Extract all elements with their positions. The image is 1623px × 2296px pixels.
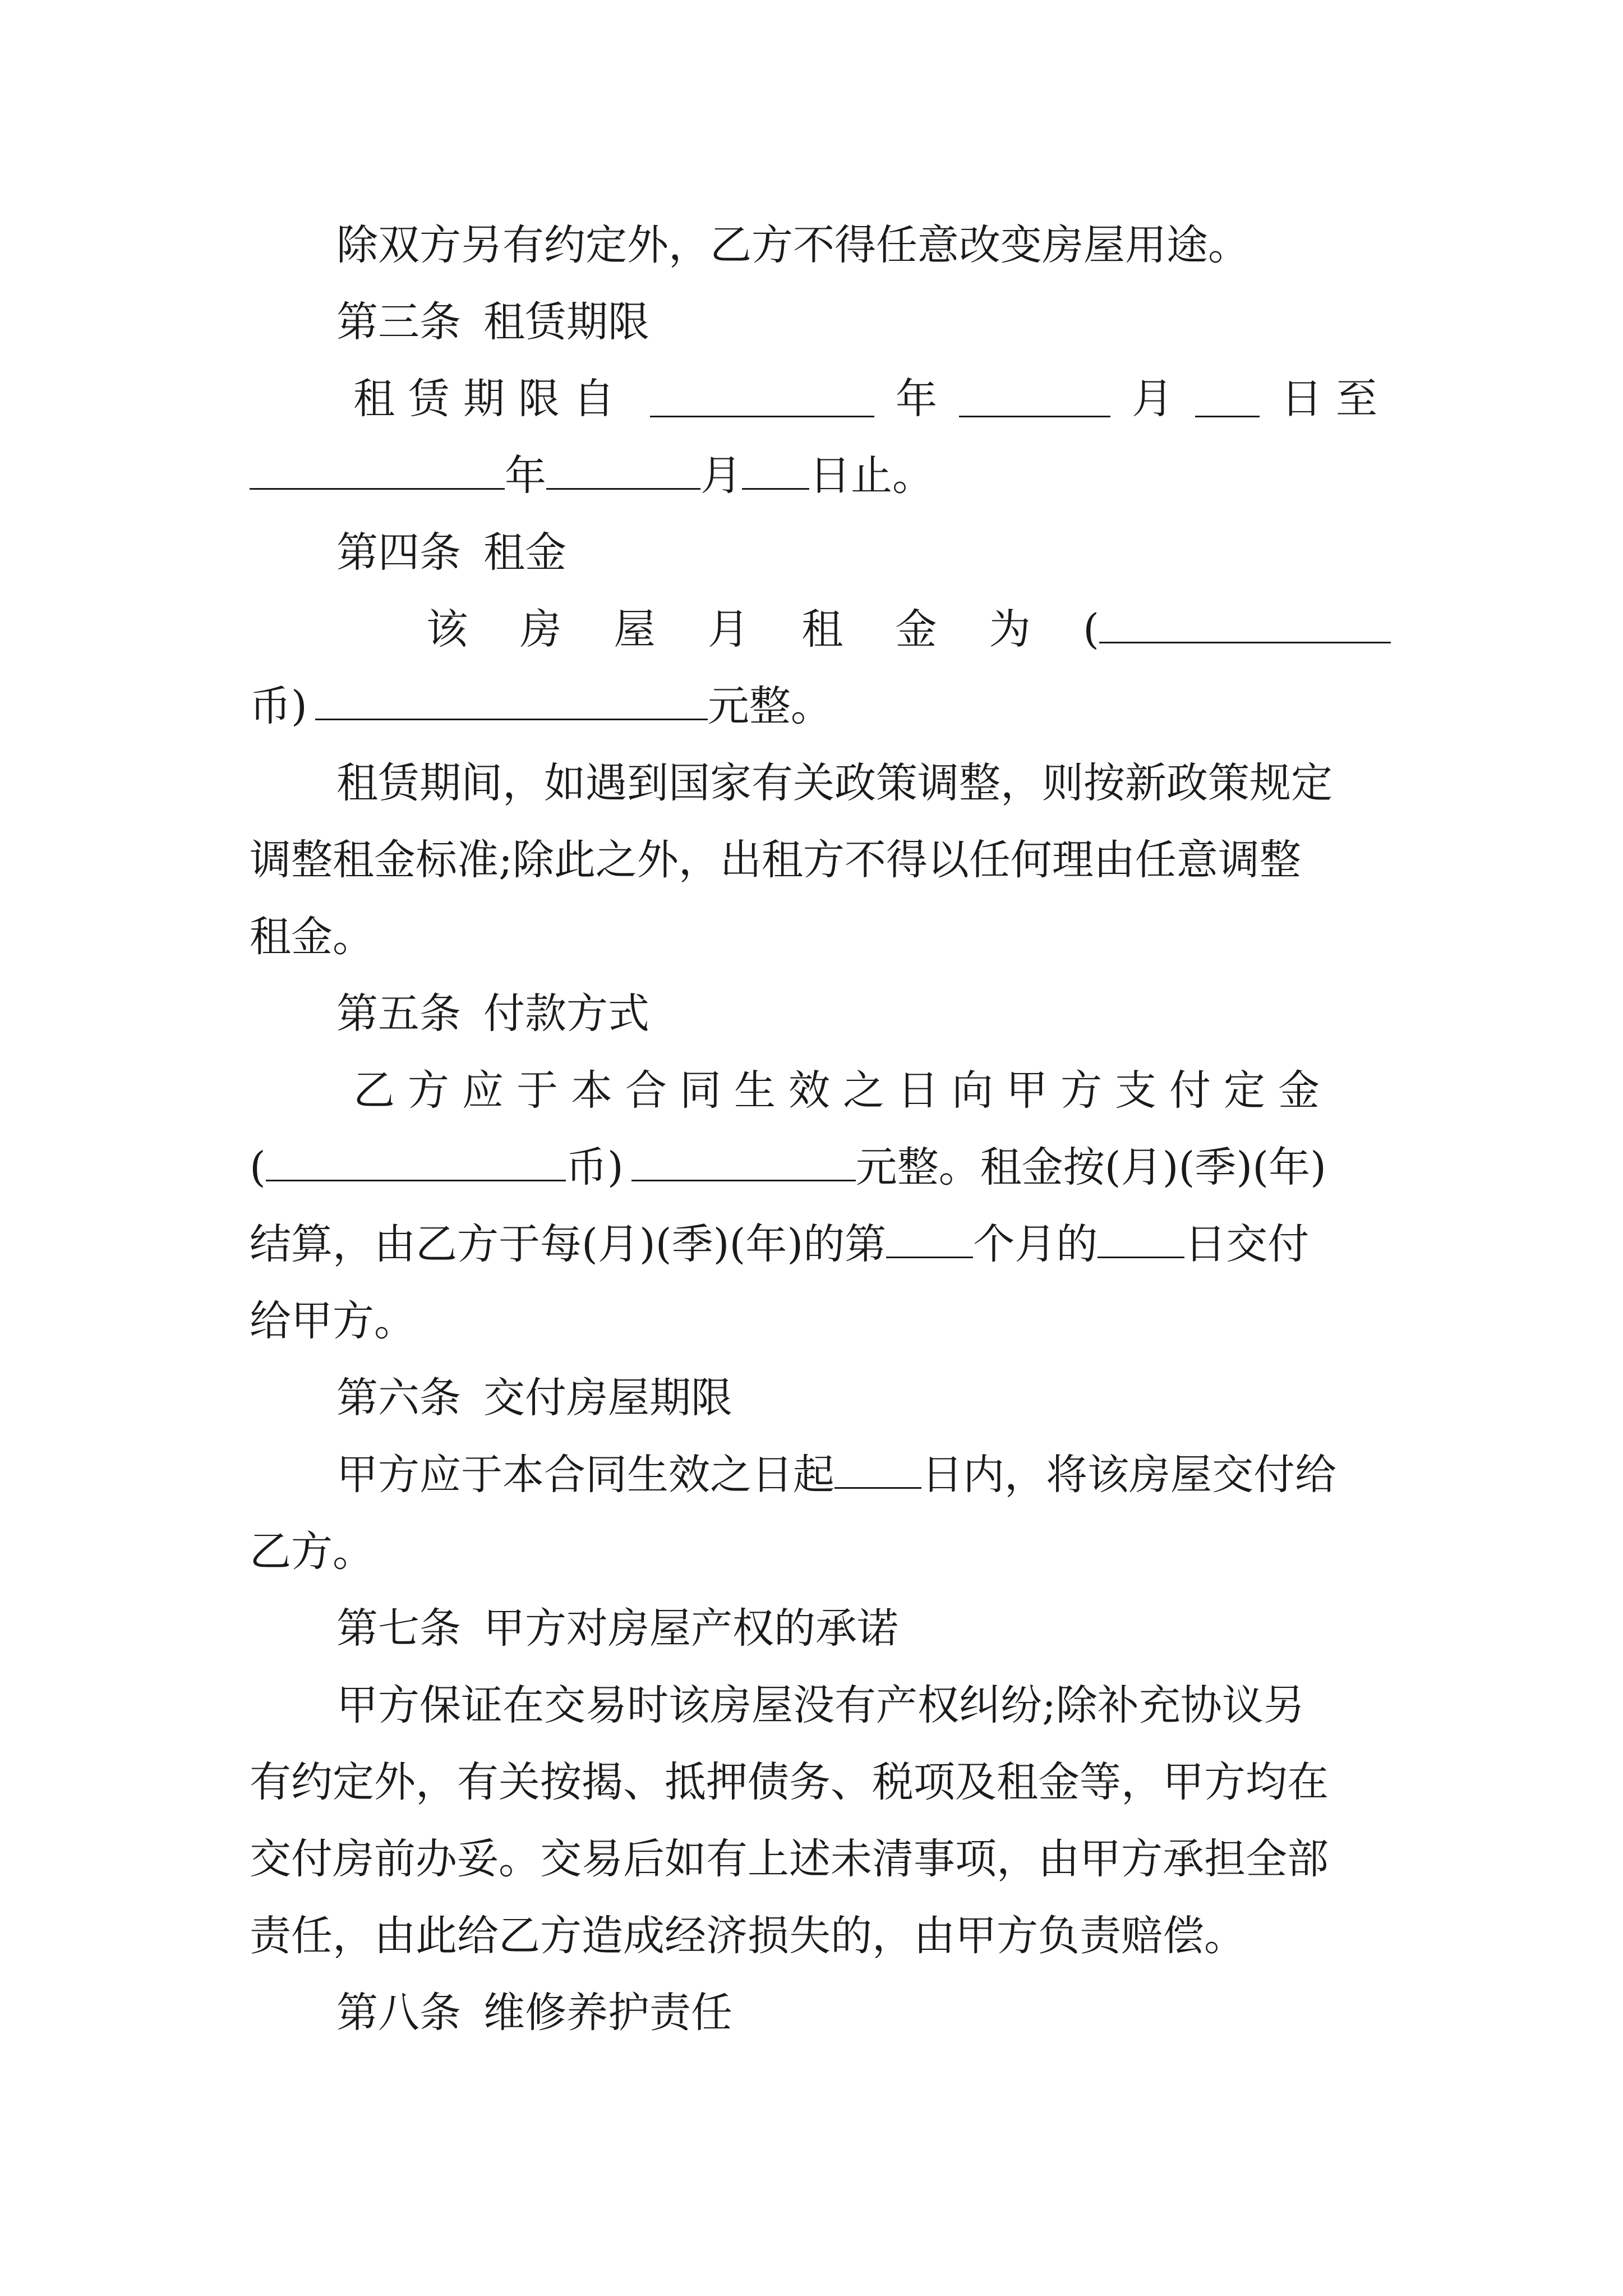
article-heading	[336, 519, 1391, 586]
text-run: 日交付	[1184, 1220, 1310, 1268]
article-title: 交付房屋期限	[483, 1374, 732, 1422]
text-run: 房	[520, 605, 562, 654]
blank-field	[886, 1222, 973, 1258]
text-run: 币)	[565, 1143, 624, 1191]
text-run: 甲方应于本合同生效之日起	[336, 1451, 834, 1499]
article-number: 第六条	[336, 1374, 461, 1422]
blank-field	[834, 1452, 921, 1489]
blank-field	[250, 453, 505, 490]
paragraph-line	[250, 673, 1391, 740]
article-title: 维修养护责任	[483, 1989, 732, 2037]
text-run: 年	[896, 375, 937, 423]
text-run: 金	[895, 605, 937, 654]
paragraph-line	[250, 1287, 1391, 1355]
text-run: 交付房前办妥。交易后如有上述未清事项，由甲方承担全部	[250, 1835, 1329, 1883]
text-run: 租金。	[250, 913, 374, 961]
blank-field	[1099, 607, 1391, 643]
text-run: 调整租金标准;除此之外，出租方不得以任何理由任意调整	[250, 836, 1301, 884]
blank-field	[650, 381, 874, 417]
paragraph-line	[353, 1057, 1391, 1124]
text-run: 元整。租金按(月)(季)(年)	[855, 1143, 1326, 1191]
text-run: 租	[801, 605, 843, 654]
text-run: 给甲方。	[250, 1297, 416, 1345]
paragraph-line	[336, 211, 1391, 279]
blank-field	[1098, 1222, 1184, 1258]
paragraph-line	[250, 826, 1391, 894]
text-run: 币)	[250, 682, 307, 730]
paragraph-line	[250, 442, 1391, 509]
text-run: 甲方保证在交易时该房屋没有产权纠纷;除补充协议另	[336, 1681, 1305, 1729]
article-heading	[336, 1979, 1391, 2046]
text-run: 乙方应于本合同生效之日向甲方支付定金	[353, 1066, 1332, 1115]
paragraph-line	[250, 1825, 1391, 1893]
article-number: 第四条	[336, 528, 461, 577]
article-heading	[336, 980, 1391, 1047]
blank-field	[742, 453, 809, 490]
text-run: 日至	[1281, 375, 1391, 423]
paragraph-line	[250, 903, 1391, 970]
paragraph-line	[250, 1518, 1391, 1585]
text-run: 有约定外，有关按揭、抵押债务、税项及租金等，甲方均在	[250, 1758, 1329, 1806]
text-run: 除双方另有约定外，乙方不得任意改变房屋用途。	[336, 221, 1249, 269]
paragraph-line	[250, 1749, 1391, 1816]
text-run: 年	[505, 452, 546, 500]
text-run: 月	[1132, 375, 1173, 423]
article-title: 租赁期限	[483, 298, 649, 346]
paragraph-line	[250, 1134, 1391, 1201]
paragraph-line	[250, 1211, 1391, 1278]
paragraph-line	[353, 365, 1391, 432]
text-run: (	[1083, 605, 1099, 654]
text-run: 屋	[614, 605, 656, 654]
article-number: 第八条	[336, 1989, 461, 2037]
article-heading	[336, 288, 1391, 356]
text-run: 月	[700, 452, 742, 500]
blank-field	[546, 453, 700, 490]
article-number: 第三条	[336, 298, 461, 346]
paragraph-line	[250, 1902, 1391, 1970]
article-title: 甲方对房屋产权的承诺	[483, 1604, 898, 1653]
article-title: 付款方式	[483, 990, 649, 1038]
blank-field	[959, 381, 1110, 417]
article-number: 第五条	[336, 990, 461, 1038]
text-run: 为	[989, 605, 1031, 654]
blank-field	[631, 1145, 856, 1181]
article-number: 第七条	[336, 1604, 461, 1653]
text-run: 日止。	[809, 452, 934, 500]
paragraph-line	[426, 596, 1391, 663]
text-run: 租赁期限自	[353, 375, 628, 423]
text-run: 责任，由此给乙方造成经济损失的，由甲方负责赔偿。	[250, 1912, 1246, 1960]
paragraph-line	[336, 1672, 1391, 1739]
article-title: 租金	[483, 528, 566, 577]
text-run: 元整。	[707, 682, 832, 730]
paragraph-line	[336, 1441, 1391, 1508]
text-run: (	[250, 1143, 266, 1191]
blank-field	[266, 1145, 566, 1181]
text-run: 乙方。	[250, 1527, 374, 1576]
article-heading	[336, 1595, 1391, 1662]
text-run: 日内，将该房屋交付给	[921, 1451, 1336, 1499]
article-heading	[336, 1364, 1391, 1432]
text-run: 租赁期间，如遇到国家有关政策调整，则按新政策规定	[336, 759, 1332, 807]
text-run: 该	[426, 605, 468, 654]
blank-field	[315, 684, 708, 720]
blank-field	[1195, 381, 1260, 417]
paragraph-line	[336, 749, 1391, 817]
text-run: 个月的	[973, 1220, 1098, 1268]
text-run: 月	[707, 605, 749, 654]
text-run: 结算，由乙方于每(月)(季)(年)的第	[250, 1220, 887, 1268]
